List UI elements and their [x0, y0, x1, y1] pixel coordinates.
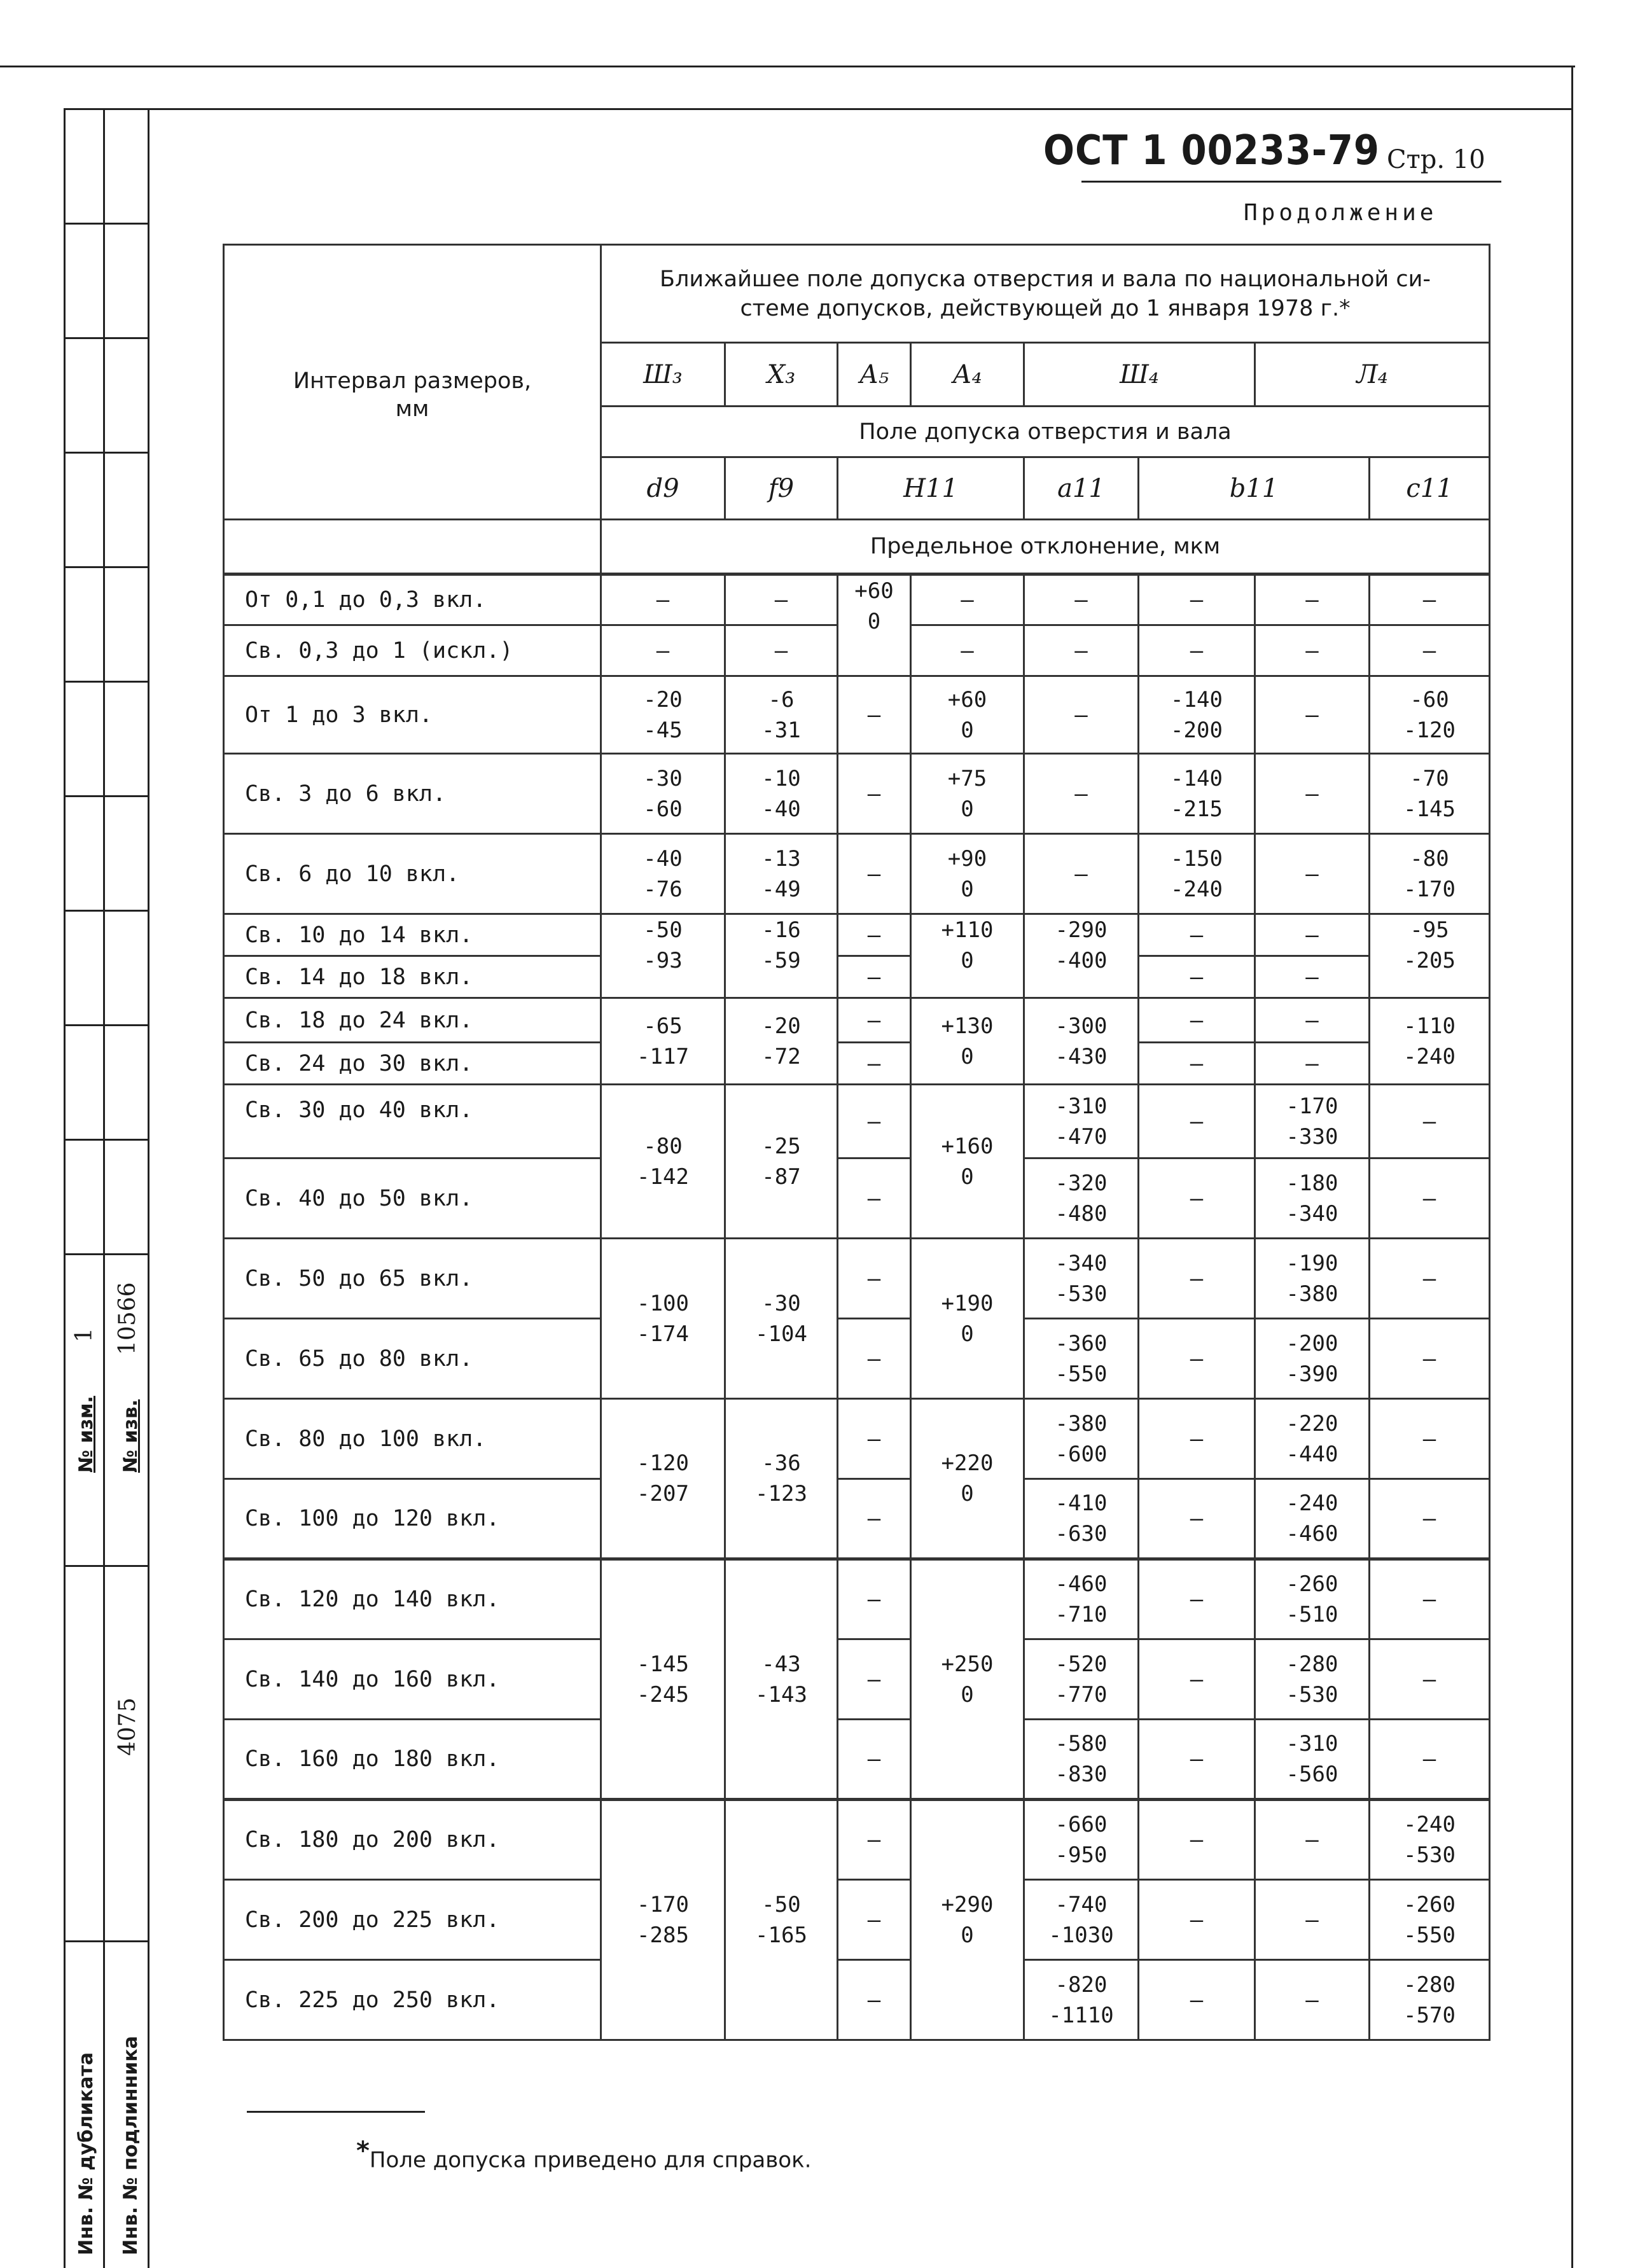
cell-dash: –: [838, 754, 911, 834]
row-label: От 1 до 3 вкл.: [224, 676, 601, 754]
stamp-line-3: [148, 108, 149, 1565]
stamp-line-1: [64, 108, 66, 2268]
symbol-sh3: Ш₃: [601, 343, 725, 407]
cell-a4: +75 0: [911, 754, 1024, 834]
cell-dash: –: [838, 1319, 911, 1399]
cell-dash: –: [1139, 1085, 1255, 1158]
cell-dash: –: [838, 1158, 911, 1239]
cell-dash: –: [1370, 1720, 1490, 1800]
cell-dash: –: [1370, 625, 1490, 676]
cell-dash: –: [838, 1559, 911, 1639]
cell-dash: –: [1370, 574, 1490, 625]
cell-dash: –: [1139, 914, 1255, 956]
cell-c11: -260 -550: [1370, 1880, 1490, 1960]
cell-f9: -6 -31: [725, 676, 838, 754]
cell-f9: -16 -59: [725, 914, 838, 998]
cell-l4: -260 -510: [1255, 1559, 1370, 1639]
cell-dash: –: [1255, 754, 1370, 834]
cell-dash: –: [601, 574, 725, 625]
cell-f9: -10 -40: [725, 754, 838, 834]
field-d9: d9: [601, 457, 725, 520]
cell-dash: –: [838, 998, 911, 1043]
field-header: Поле допуска отверстия и вала: [601, 407, 1490, 457]
cell-c11: -280 -570: [1370, 1960, 1490, 2040]
continuation-label: Продолжение: [1244, 200, 1438, 226]
cell-dash: –: [911, 574, 1024, 625]
cell-dash: –: [1139, 1720, 1255, 1800]
cell-dash: –: [838, 1800, 911, 1880]
stamp-row-l: [64, 1940, 149, 1942]
cell-a11: -300 -430: [1024, 998, 1139, 1085]
cell-d9: -30 -60: [601, 754, 725, 834]
cell-dash: –: [1255, 914, 1370, 956]
stamp-inv-duplicate: Инв. № дубликата: [75, 2052, 97, 2255]
cell-l4: -280 -530: [1255, 1639, 1370, 1720]
national-system-header: Ближайшее поле допуска отверстия и вала по национальной си- стеме допусков, действующей до 1 января 1978 г.*: [601, 245, 1490, 343]
cell-a4: +90 0: [911, 834, 1024, 914]
cell-a11: -460 -710: [1024, 1559, 1139, 1639]
cell-dash: –: [1024, 834, 1139, 914]
symbol-l4: Л₄: [1255, 343, 1490, 407]
cell-l4: -220 -440: [1255, 1399, 1370, 1479]
row-label: Св. 40 до 50 вкл.: [224, 1158, 601, 1239]
page-no-underline: [1387, 181, 1501, 182]
cell-d9: -50 -93: [601, 914, 725, 998]
cell-a5-value: +60 0: [838, 574, 911, 676]
row-label: Св. 140 до 160 вкл.: [224, 1639, 601, 1720]
row-label: Св. 30 до 40 вкл.: [224, 1085, 601, 1158]
cell-dash: –: [838, 676, 911, 754]
row-label: Св. 24 до 30 вкл.: [224, 1043, 601, 1085]
stamp-row-i: [64, 1139, 149, 1141]
cell-dash: –: [1024, 676, 1139, 754]
stamp-notice-label: № изв.: [120, 1399, 142, 1473]
cell-dash: –: [1255, 834, 1370, 914]
cell-a11: -660 -950: [1024, 1800, 1139, 1880]
cell-l4: -240 -460: [1255, 1479, 1370, 1559]
symbol-a5: А₅: [838, 343, 911, 407]
cell-dash: –: [1370, 1399, 1490, 1479]
cell-c11: -110 -240: [1370, 998, 1490, 1085]
cell-c11: -80 -170: [1370, 834, 1490, 914]
row-label: Св. 65 до 80 вкл.: [224, 1319, 601, 1399]
cell-dash: –: [1139, 1639, 1255, 1720]
row-label: Св. 180 до 200 вкл.: [224, 1800, 601, 1880]
cell-dash: –: [838, 1960, 911, 2040]
cell-dash: –: [1255, 625, 1370, 676]
cell-a11: -520 -770: [1024, 1639, 1139, 1720]
cell-f9: -50 -165: [725, 1800, 838, 2040]
tolerance-table: [223, 244, 1490, 2041]
top-border: [0, 66, 1575, 67]
cell-dash: –: [1370, 1559, 1490, 1639]
cell-a11: -310 -470: [1024, 1085, 1139, 1158]
cell-dash: –: [1139, 1559, 1255, 1639]
cell-dash: –: [725, 574, 838, 625]
document-code: ОСТ 1 00233-79: [1043, 127, 1380, 174]
stamp-row-b: [64, 337, 149, 339]
row-label: Св. 80 до 100 вкл.: [224, 1399, 601, 1479]
cell-dash: –: [1139, 1319, 1255, 1399]
cell-dash: –: [838, 1639, 911, 1720]
cell-a4: +220 0: [911, 1399, 1024, 1559]
cell-dash: –: [838, 1085, 911, 1158]
cell-dash: –: [838, 834, 911, 914]
cell-dash: –: [838, 1043, 911, 1085]
stamp-row-e: [64, 681, 149, 683]
cell-dash: –: [1139, 1479, 1255, 1559]
cell-dash: –: [601, 625, 725, 676]
stamp-row-c: [64, 452, 149, 454]
cell-a11: -360 -550: [1024, 1319, 1139, 1399]
cell-a4: +60 0: [911, 676, 1024, 754]
cell-dash: –: [838, 1479, 911, 1559]
row-label: Св. 3 до 6 вкл.: [224, 754, 601, 834]
cell-dash: –: [1139, 1043, 1255, 1085]
row-label: Св. 0,3 до 1 (искл.): [224, 625, 601, 676]
cell-dash: –: [1139, 1880, 1255, 1960]
cell-dash: –: [1370, 1639, 1490, 1720]
cell-a11: -580 -830: [1024, 1720, 1139, 1800]
cell-dash: –: [838, 1720, 911, 1800]
footnote-rule: [247, 2111, 425, 2113]
cell-d9: -145 -245: [601, 1559, 725, 1800]
cell-d9: -20 -45: [601, 676, 725, 754]
cell-d9: -40 -76: [601, 834, 725, 914]
cell-dash: –: [1255, 574, 1370, 625]
interval-header: Интервал размеров, мм: [224, 245, 601, 520]
cell-a11: -290 -400: [1024, 914, 1139, 998]
cell-dash: –: [1139, 625, 1255, 676]
cell-dash: –: [1370, 1319, 1490, 1399]
cell-dash: –: [725, 625, 838, 676]
cell-a11: -380 -600: [1024, 1399, 1139, 1479]
row-label: Св. 225 до 250 вкл.: [224, 1960, 601, 2040]
stamp-change-no: 1: [71, 1328, 97, 1342]
cell-l4: -190 -380: [1255, 1239, 1370, 1319]
cell-l4: -170 -330: [1255, 1085, 1370, 1158]
row-label: Св. 120 до 140 вкл.: [224, 1559, 601, 1639]
stamp-row-g: [64, 910, 149, 912]
cell-f9: -43 -143: [725, 1559, 838, 1800]
row-label: Св. 6 до 10 вкл.: [224, 834, 601, 914]
cell-l4: -180 -340: [1255, 1158, 1370, 1239]
cell-d9: -170 -285: [601, 1800, 725, 2040]
cell-dash: –: [911, 625, 1024, 676]
stamp-original-inv: 4075: [115, 1697, 141, 1756]
cell-dash: –: [1370, 1085, 1490, 1158]
field-b11: b11: [1139, 457, 1370, 520]
cell-dash: –: [838, 956, 911, 998]
cell-dash: –: [838, 1399, 911, 1479]
stamp-row-d: [64, 566, 149, 568]
right-border: [1571, 66, 1573, 2268]
cell-a11: -820 -1110: [1024, 1960, 1139, 2040]
interval-header-spacer: [224, 520, 601, 574]
cell-dash: –: [1255, 998, 1370, 1043]
cell-b11: -140 -200: [1139, 676, 1255, 754]
stamp-row-k: [64, 1565, 149, 1567]
row-label: Св. 160 до 180 вкл.: [224, 1720, 601, 1800]
footnote: [356, 2136, 811, 2173]
cell-dash: –: [1370, 1158, 1490, 1239]
cell-dash: –: [1139, 1800, 1255, 1880]
cell-dash: –: [1024, 574, 1139, 625]
cell-d9: -65 -117: [601, 998, 725, 1085]
cell-d9: -120 -207: [601, 1399, 725, 1559]
cell-a11: -740 -1030: [1024, 1880, 1139, 1960]
cell-l4: -310 -560: [1255, 1720, 1370, 1800]
cell-c11: -240 -530: [1370, 1800, 1490, 1880]
cell-f9: -30 -104: [725, 1239, 838, 1399]
cell-c11: -70 -145: [1370, 754, 1490, 834]
stamp-line-2: [103, 108, 105, 2268]
cell-dash: –: [838, 914, 911, 956]
cell-d9: -100 -174: [601, 1239, 725, 1399]
cell-dash: –: [1139, 1158, 1255, 1239]
stamp-inv-original: Инв. № подлинника: [120, 2036, 142, 2255]
cell-a4: +160 0: [911, 1085, 1024, 1239]
cell-dash: –: [1255, 956, 1370, 998]
row-label: От 0,1 до 0,3 вкл.: [224, 574, 601, 625]
symbol-sh4: Ш₄: [1024, 343, 1255, 407]
cell-dash: –: [1370, 1479, 1490, 1559]
stamp-row-f: [64, 795, 149, 797]
cell-a4: +250 0: [911, 1559, 1024, 1800]
cell-l4: -200 -390: [1255, 1319, 1370, 1399]
cell-c11: -60 -120: [1370, 676, 1490, 754]
cell-dash: –: [1024, 625, 1139, 676]
cell-dash: –: [1255, 1800, 1370, 1880]
deviation-header: Предельное отклонение, мкм: [601, 520, 1490, 574]
cell-c11: -95 -205: [1370, 914, 1490, 998]
cell-a11: -410 -630: [1024, 1479, 1139, 1559]
footnote-mark: *: [356, 2136, 370, 2166]
stamp-row-j: [64, 1253, 149, 1255]
cell-dash: –: [1255, 1880, 1370, 1960]
cell-f9: -20 -72: [725, 998, 838, 1085]
stamp-row-h: [64, 1024, 149, 1026]
cell-dash: –: [1255, 676, 1370, 754]
row-label: Св. 50 до 65 вкл.: [224, 1239, 601, 1319]
cell-a11: -320 -480: [1024, 1158, 1139, 1239]
field-a11: a11: [1024, 457, 1139, 520]
cell-d9: -80 -142: [601, 1085, 725, 1239]
field-h11: H11: [838, 457, 1024, 520]
symbol-kh3: Х₃: [725, 343, 838, 407]
cell-dash: –: [1139, 574, 1255, 625]
field-f9: f9: [725, 457, 838, 520]
row-label: Св. 14 до 18 вкл.: [224, 956, 601, 998]
cell-a4: +190 0: [911, 1239, 1024, 1399]
cell-b11: -150 -240: [1139, 834, 1255, 914]
row-label: Св. 18 до 24 вкл.: [224, 998, 601, 1043]
cell-dash: –: [1255, 1043, 1370, 1085]
stamp-change-label: № изм.: [75, 1396, 97, 1473]
cell-dash: –: [1139, 1239, 1255, 1319]
row-label: Св. 10 до 14 вкл.: [224, 914, 601, 956]
cell-dash: –: [1139, 1960, 1255, 2040]
cell-dash: –: [1024, 754, 1139, 834]
inner-top-border: [64, 108, 1571, 110]
cell-dash: –: [1139, 998, 1255, 1043]
stamp-row-a: [64, 223, 149, 225]
row-label: Св. 100 до 120 вкл.: [224, 1479, 601, 1559]
cell-a11: -340 -530: [1024, 1239, 1139, 1319]
cell-dash: –: [838, 1239, 911, 1319]
cell-dash: –: [1139, 956, 1255, 998]
cell-f9: -25 -87: [725, 1085, 838, 1239]
symbol-a4: А₄: [911, 343, 1024, 407]
field-c11: c11: [1370, 457, 1490, 520]
cell-dash: –: [1139, 1399, 1255, 1479]
cell-a4: +130 0: [911, 998, 1024, 1085]
footnote-text: Поле допуска приведено для справок.: [369, 2147, 812, 2173]
row-label: Св. 200 до 225 вкл.: [224, 1880, 601, 1960]
cell-dash: –: [1255, 1960, 1370, 2040]
page-number: Стр. 10: [1387, 145, 1485, 174]
cell-a4: +110 0: [911, 914, 1024, 998]
stamp-notice-no: 10566: [115, 1282, 141, 1355]
cell-dash: –: [838, 1880, 911, 1960]
cell-dash: –: [1370, 1239, 1490, 1319]
cell-a4: +290 0: [911, 1800, 1024, 2040]
cell-f9: -13 -49: [725, 834, 838, 914]
stamp-line-4: [148, 1565, 149, 2268]
cell-f9: -36 -123: [725, 1399, 838, 1559]
cell-b11: -140 -215: [1139, 754, 1255, 834]
